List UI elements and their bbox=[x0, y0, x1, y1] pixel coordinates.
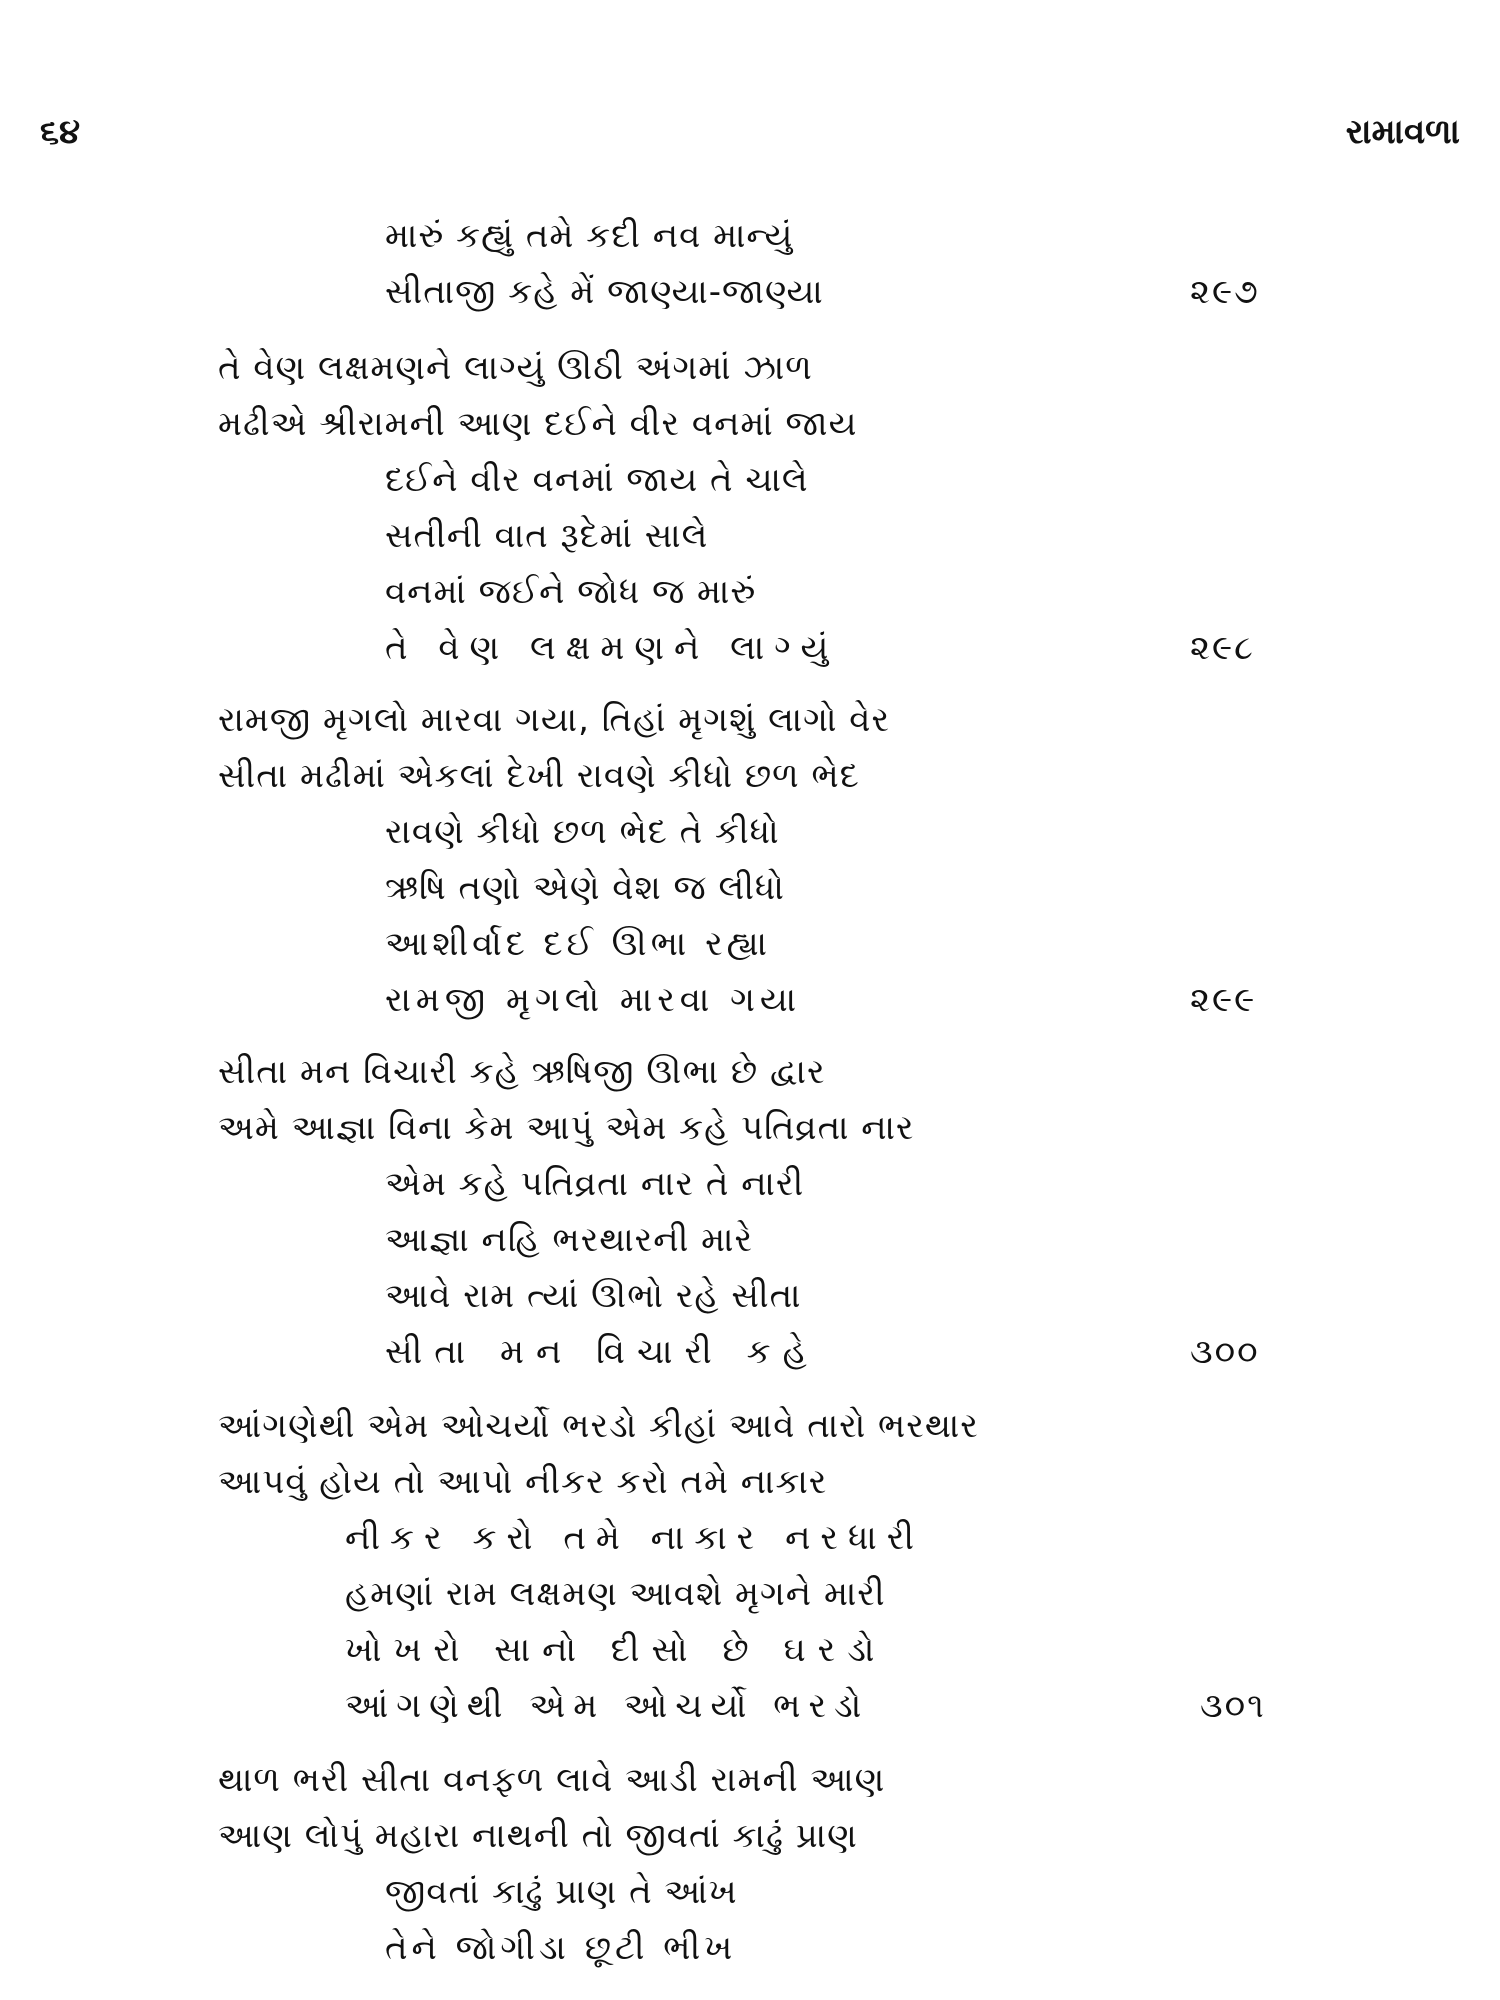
verse-number: ૨૯૮ bbox=[1190, 628, 1255, 668]
verse-line: આંગણેથી એમ ઓચર્યો ભરડો bbox=[345, 1686, 870, 1726]
verse-number: ૩૦૧ bbox=[1200, 1686, 1266, 1726]
verse-line: ખોખરો સાનો દીસો છે ઘરડો bbox=[345, 1630, 887, 1670]
verse-line: આશીર્વાદ દઈ ઊભા રહ્યા bbox=[385, 924, 771, 964]
verse-line: દઈને વીર વનમાં જાય તે ચાલે bbox=[385, 460, 809, 500]
verse-line: થાળ ભરી સીતા વનફળ લાવે આડી રામની આણ bbox=[218, 1760, 886, 1800]
verse-line: અમે આજ્ઞા વિના કેમ આપું એમ કહે પતિવ્રતા નાર bbox=[218, 1108, 915, 1148]
verse-line: રામજી મૃગલો મારવા ગયા bbox=[385, 980, 802, 1020]
verse-line: આંગણેથી એમ ઓચર્યો ભરડો કીહાં આવે તારો ભરથાર bbox=[218, 1406, 979, 1446]
verse-line: રાવણે કીધો છળ ભેદ તે કીધો bbox=[385, 812, 780, 852]
verse-line: મારું કહ્યું તમે કદી નવ માન્યું bbox=[385, 216, 794, 256]
verse-line: આવે રામ ત્યાં ઊભો રહે સીતા bbox=[385, 1276, 802, 1316]
verse-line: આણ લોપું મહારા નાથની તો જીવતાં કાઢું પ્રાણ bbox=[218, 1816, 858, 1856]
verse-line: નીકર કરો તમે નાકાર નરધારી bbox=[345, 1518, 925, 1558]
verse-line: તેને જોગીડા છૂટી ભીખ bbox=[385, 1928, 737, 1968]
verse-line: સીતા મન વિચારી કહે ઋષિજી ઊભા છે દ્વાર bbox=[218, 1052, 826, 1092]
page-number: ૬૪ bbox=[40, 112, 81, 152]
verse-line: હમણાં રામ લક્ષમણ આવશે મૃગને મારી bbox=[345, 1574, 886, 1614]
page-header bbox=[40, 112, 1460, 172]
verse-line: એમ કહે પતિવ્રતા નાર તે નારી bbox=[385, 1164, 805, 1204]
verse-line: સીતા મઢીમાં એકલાં દેખી રાવણે કીધો છળ ભેદ bbox=[218, 756, 860, 796]
verse-number: ૩૦૦ bbox=[1190, 1332, 1260, 1372]
verse-number: ૨૯૭ bbox=[1190, 272, 1260, 312]
verse-number: ૨૯૯ bbox=[1190, 980, 1257, 1020]
verse-line: જીવતાં કાઢું પ્રાણ તે આંખ bbox=[385, 1872, 738, 1912]
verse-line: તે વેણ લક્ષમણને લાગ્યું ઊઠી અંગમાં ઝાળ bbox=[218, 348, 813, 388]
verse-line: સીતા મન વિચારી કહે bbox=[385, 1332, 819, 1372]
verse-line: રામજી મૃગલો મારવા ગયા, તિહાં મૃગશું લાગો વેર bbox=[218, 700, 891, 740]
verse-line: આપવું હોય તો આપો નીકર કરો તમે નાકાર bbox=[218, 1462, 828, 1502]
running-title: રામાવળા bbox=[1345, 112, 1460, 152]
verse-line: તે વેણ લક્ષમણને લાગ્યું bbox=[385, 628, 839, 668]
verse-line: સીતાજી કહે મેં જાણ્યા-જાણ્યા bbox=[385, 272, 824, 312]
verse-line: સતીની વાત રૂદેમાં સાલે bbox=[385, 516, 709, 556]
verse-line: આજ્ઞા નહિ ભરથારની મારે bbox=[385, 1220, 754, 1260]
verse-line: મઢીએ શ્રીરામની આણ દઈને વીર વનમાં જાય bbox=[218, 404, 858, 444]
verse-line: ઋષિ તણો એણે વેશ જ લીધો bbox=[385, 868, 785, 908]
verse-line: વનમાં જઈને જોધ જ મારું bbox=[385, 572, 757, 612]
